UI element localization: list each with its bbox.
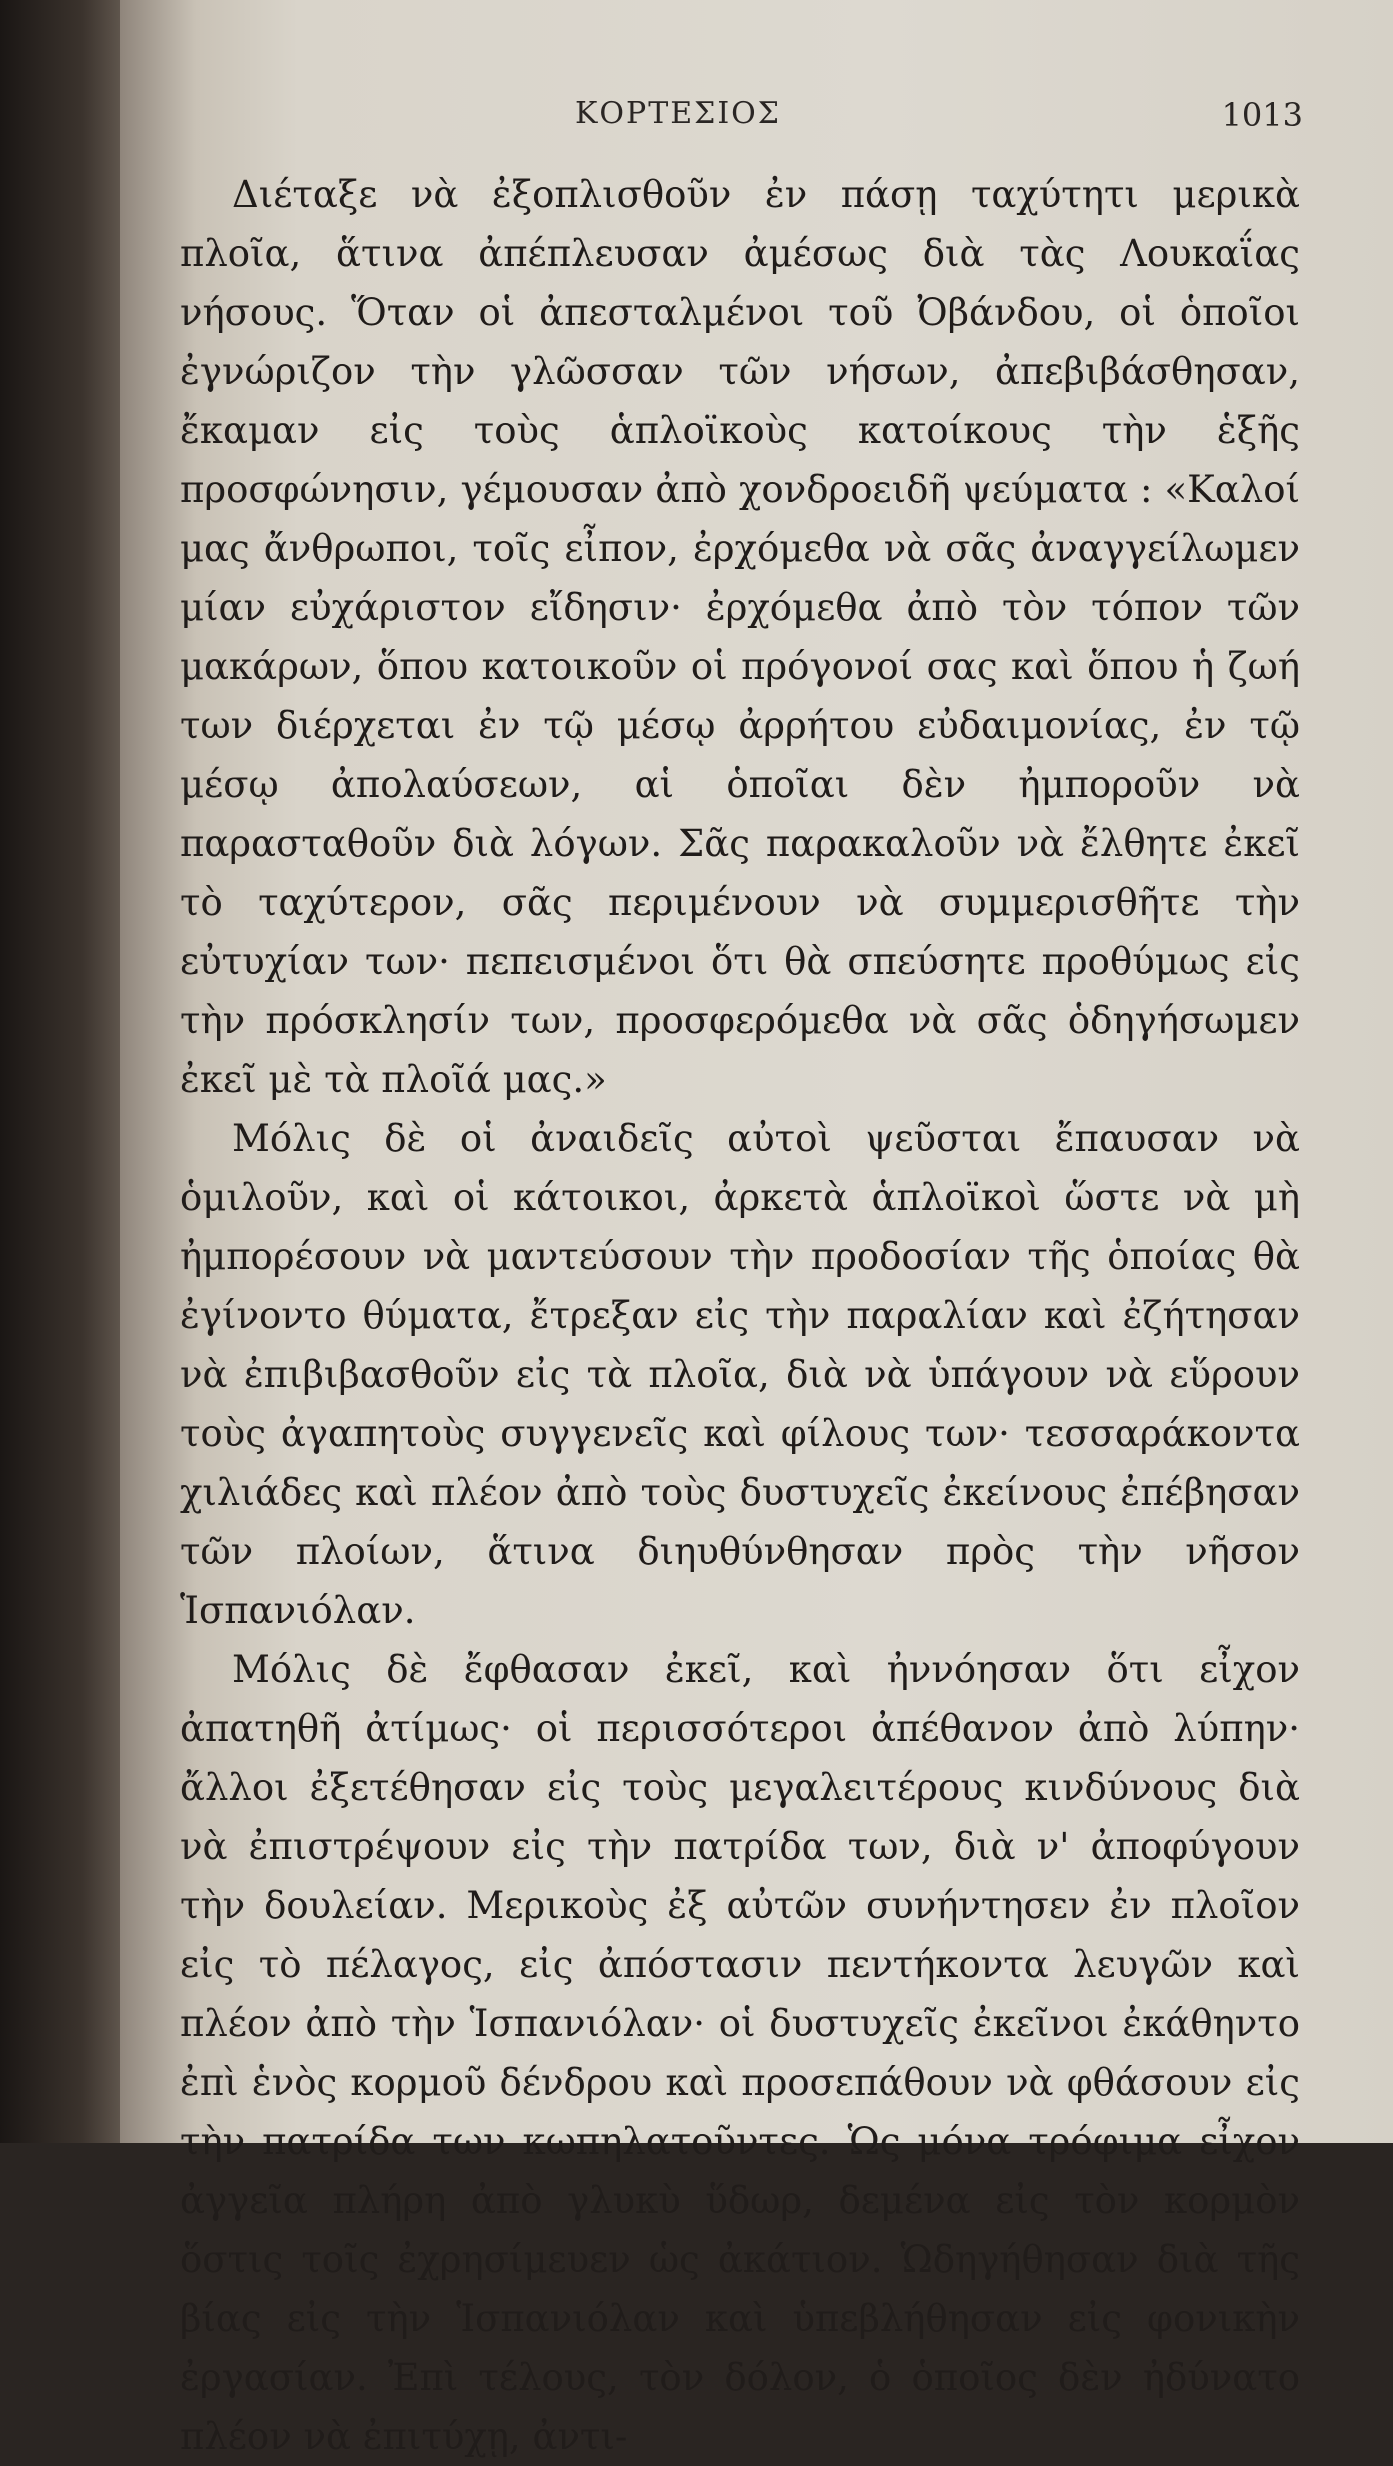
book-page [120,0,1393,2458]
paragraph-1: Διέταξε νὰ ἐξοπλισθοῦν ἐν πάσῃ ταχύτητι μερικὰ πλοῖα, ἅτινα ἀπέπλευσαν ἀμέσως διὰ τὰς Λουκαΐας νήσους. Ὅταν οἱ ἀπεσταλμένοι τοῦ Ὀβάνδου, οἱ ὁποῖοι ἐγνώριζον τὴν γλῶσσαν τῶν νήσων, ἀπεβιβάσθησαν, ἔκαμαν εἰς τοὺς ἁπλοϊκοὺς κατοίκους τὴν ἑξῆς προσφώνησιν, γέμουσαν ἀπὸ χονδροειδῆ ψεύματα : «Καλοί μας ἄνθρωποι, τοῖς εἶπον, ἐρχόμεθα νὰ σᾶς ἀναγγείλωμεν μίαν εὐχάριστον εἴδησιν· ἐρχόμεθα ἀπὸ τὸν τόπον τῶν μακάρων, ὅπου κατοικοῦν οἱ πρόγονοί σας καὶ ὅπου ἡ ζωή των διέρχεται ἐν τῷ μέσῳ ἀρρήτου εὐδαιμονίας, ἐν τῷ μέσῳ ἀπολαύσεων, αἱ ὁποῖαι δὲν ἠμποροῦν νὰ παρασταθοῦν διὰ λόγων. Σᾶς παρακαλοῦν νὰ ἔλθητε ἐκεῖ τὸ ταχύτερον, σᾶς περιμένουν νὰ συμμερισθῆτε τὴν εὐτυχίαν των· πεπεισμένοι ὅτι θὰ σπεύσητε προθύμως εἰς τὴν πρόσκλησίν των, προσφερόμεθα νὰ σᾶς ὁδηγήσωμεν ἐκεῖ μὲ τὰ πλοῖά μας.» [180,173,1300,1101]
running-title: ΚΟΡΤΕΣΙΟΣ [575,96,781,131]
body-text [180,165,1300,2466]
paragraph-3: Μόλις δὲ ἔφθασαν ἐκεῖ, καὶ ἠννόησαν ὅτι εἶχον ἀπατηθῆ ἀτίμως· οἱ περισσότεροι ἀπέθανον ἀπὸ λύπην· ἄλλοι ἐξετέθησαν εἰς τοὺς μεγαλειτέρους κινδύνους διὰ νὰ ἐπιστρέψουν εἰς τὴν πατρίδα των, διὰ ν' ἀποφύγουν τὴν δουλείαν. Μερικοὺς ἐξ αὐτῶν συνήντησεν ἐν πλοῖον εἰς τὸ πέλαγος, εἰς ἀπόστασιν πεντήκοντα λευγῶν καὶ πλέον ἀπὸ τὴν Ἱσπανιόλαν· οἱ δυστυχεῖς ἐκεῖνοι ἐκάθηντο ἐπὶ ἑνὸς κορμοῦ δένδρου καὶ προσεπάθουν νὰ φθάσουν εἰς τὴν πατρίδα των κωπηλατοῦντες. Ὡς μόνα τρόφιμα εἶχον ἀγγεῖα πλήρη ἀπὸ γλυκὺ ὕδωρ, δεμένα εἰς τὸν κορμὸν ὅστις τοῖς ἐχρησίμευεν ὡς ἀκάτιον. Ὡδηγήθησαν διὰ τῆς βίας εἰς τὴν Ἱσπανιόλαν καὶ ὑπεβλήθησαν εἰς φονικὴν ἐργασίαν. Ἐπὶ τέλους, τὸν δόλον, ὁ ὁποῖος δὲν ἠδύνατο πλέον νὰ ἐπιτύχῃ, ἀντι- [180,1648,1300,2458]
page-number: 1013 [1221,96,1303,134]
paragraph-2: Μόλις δὲ οἱ ἀναιδεῖς αὐτοὶ ψεῦσται ἔπαυσαν νὰ ὁμιλοῦν, καὶ οἱ κάτοικοι, ἀρκετὰ ἁπλοϊκοὶ ὥστε νὰ μὴ ἠμπορέσουν νὰ μαντεύσουν τὴν προδοσίαν τῆς ὁποίας θὰ ἐγίνοντο θύματα, ἔτρεξαν εἰς τὴν παραλίαν καὶ ἐζήτησαν νὰ ἐπιβιβασθοῦν εἰς τὰ πλοῖα, διὰ νὰ ὑπάγουν νὰ εὕρουν τοὺς ἀγαπητοὺς συγγενεῖς καὶ φίλους των· τεσσαράκοντα χιλιάδες καὶ πλέον ἀπὸ τοὺς δυστυχεῖς ἐκείνους ἐπέβησαν τῶν πλοίων, ἅτινα διηυθύνθησαν πρὸς τὴν νῆσον Ἱσπανιόλαν. [180,1117,1300,1632]
page-header [120,96,1393,146]
